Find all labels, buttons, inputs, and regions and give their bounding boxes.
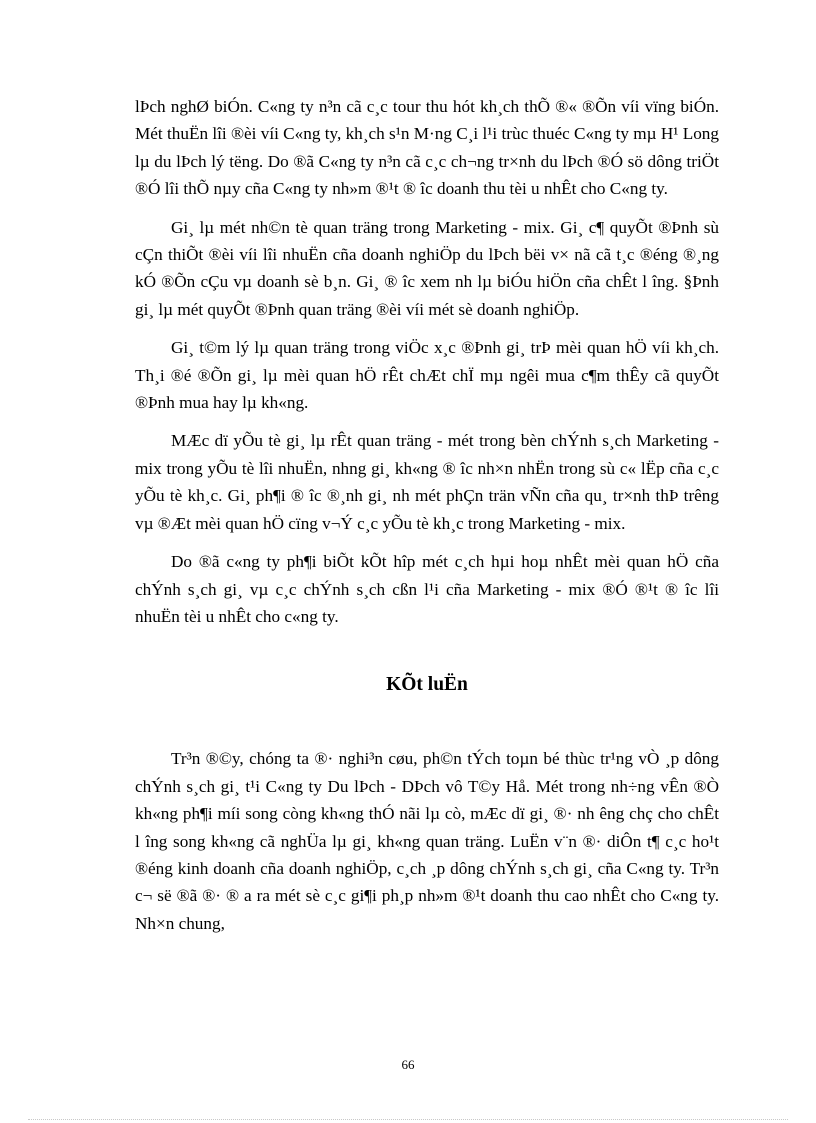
paragraph-4: MÆc dï yÕu tè gi¸ lµ rÊt quan träng - mét trong bèn chÝnh s¸ch Marketing - mix trong yÕu tè lîi nhuËn, nhng gi¸ kh«ng ® îc nh×n nhËn trong sù c« lËp cña c¸c yÕu tè kh¸c. Gi¸ ph¶i ® îc ®¸nh gi¸ nh mét phÇn trän vÑn cña qu¸ tr×nh thÞ trêng vµ ®Æt mèi quan hÖ cïng v¬Ý c¸c yÕu tè kh¸c trong Marketing - mix. [135,431,719,533]
page-body [135,93,719,948]
paragraph-6: Tr³n ®©y, chóng ta ®· nghi³n cøu, ph©n tÝch toµn bé thùc tr¹ng vÒ ¸p dông chÝnh s¸ch gi¸ t¹i C«ng ty Du lÞch - DÞch vô T©y Hå. Mét trong nh÷ng vÊn ®Ò kh«ng ph¶i míi song còng kh«ng thÓ nãi lµ cò, mÆc dï gi¸ ®· nh êng chç cho chÊt l îng song kh«ng cã nghÜa lµ gi¸ kh«ng quan träng. LuËn v¨n ®· diÔn t¶ c¸c ho¹t ®éng kinh doanh cña doanh nghiÖp, c¸ch ¸p dông chÝnh s¸ch gi¸ cña C«ng ty. Tr³n c¬ së ®ã ®· ® a ra mét sè c¸c gi¶i ph¸p nh»m ®¹t doanh thu cao nhÊt cho C«ng ty. Nh×n chung, [135,749,719,933]
page-number: 66 [401,1057,415,1072]
section-heading: KÕt luËn [386,674,468,696]
paragraph-1: lÞch nghØ biÓn. C«ng ty n³n cã c¸c tour thu hót kh¸ch thÕ ®« ®Õn víi vïng biÓn. Mét thuËn lîi ®èi víi C«ng ty, kh¸ch s¹n M·ng C¸i l¹i trùc thuéc C«ng ty mµ H¹ Long lµ du lÞch lý tëng. Do ®ã C«ng ty n³n cã c¸c ch¬ng tr×nh du lÞch ®Ó sö dông triÖt ®Ó lîi thÕ nµy cña C«ng ty nh»m ®¹t ® îc doanh thu tèi u nhÊt cho C«ng ty. [135,97,719,199]
paragraph-5: Do ®ã c«ng ty ph¶i biÕt kÕt hîp mét c¸ch hµi hoµ nhÊt mèi quan hÖ cña chÝnh s¸ch gi¸ vµ c¸c chÝnh s¸ch cßn l¹i cña Marketing - mix ®Ó ®¹t ® îc lîi nhuËn tèi u nhÊt cho c«ng ty. [135,552,719,626]
page-edge-divider [28,1119,788,1120]
paragraph-2: Gi¸ lµ mét nh©n tè quan träng trong Marketing - mix. Gi¸ c¶ quyÕt ®Þnh sù cÇn thiÕt ®èi víi lîi nhuËn cña doanh nghiÖp du lÞch bëi v× nã cã t¸c ®éng ®¸ng kÓ ®Õn cÇu vµ doanh sè b¸n. Gi¸ ® îc xem nh lµ biÓu hiÖn cña chÊt l îng. §Þnh gi¸ lµ mét quyÕt ®Þnh quan träng ®èi víi mét sè doanh nghiÖp. [135,217,719,319]
paragraph-3: Gi¸ t©m lý lµ quan träng trong viÖc x¸c ®Þnh gi¸ trÞ mèi quan hÖ víi kh¸ch. Th¸i ®é ®Õn gi¸ lµ mèi quan hÖ rÊt chÆt chÏ mµ ngêi mua c¶m thÊy cã quyÕt ®Þnh mua hay lµ kh«ng. [135,338,719,413]
